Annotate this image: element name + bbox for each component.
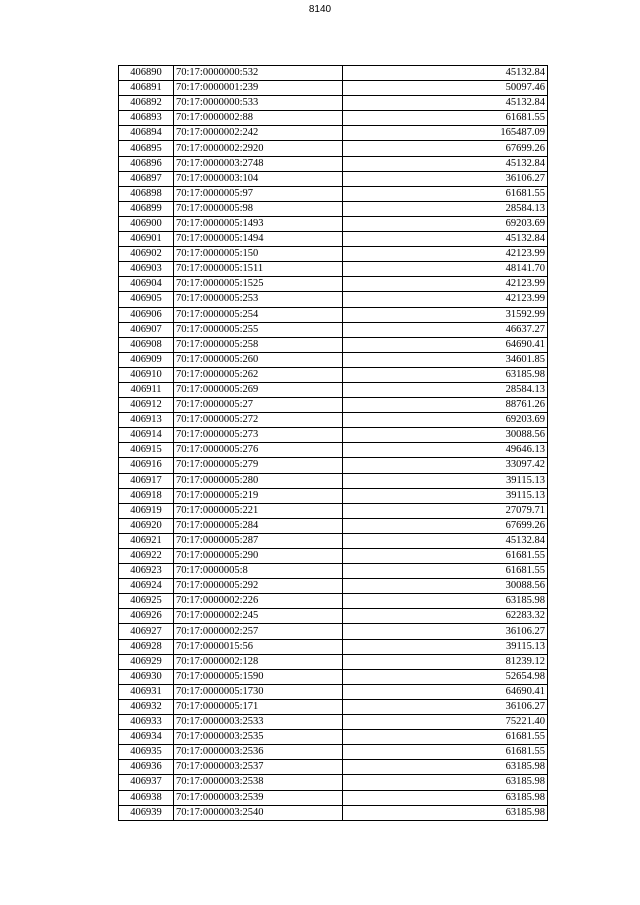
value-cell: 36106.27 — [343, 624, 548, 639]
table-row — [119, 594, 548, 609]
value-cell: 28584.13 — [343, 382, 548, 397]
cadastral-number-cell: 70:17:0000005:1525 — [174, 277, 343, 292]
cadastral-number-cell: 70:17:0000005:1493 — [174, 216, 343, 231]
cadastral-number-cell: 70:17:0000001:239 — [174, 81, 343, 96]
row-number-cell: 406893 — [119, 111, 174, 126]
value-cell: 42123.99 — [343, 247, 548, 262]
value-cell: 39115.13 — [343, 488, 548, 503]
row-number-cell: 406900 — [119, 216, 174, 231]
row-number-cell: 406919 — [119, 503, 174, 518]
table-row — [119, 428, 548, 443]
row-number-cell: 406897 — [119, 171, 174, 186]
cadastral-number-cell: 70:17:0000005:1590 — [174, 669, 343, 684]
table-row — [119, 141, 548, 156]
table-row — [119, 262, 548, 277]
value-cell: 63185.98 — [343, 805, 548, 820]
cadastral-number-cell: 70:17:0000005:269 — [174, 382, 343, 397]
cadastral-number-cell: 70:17:0000005:260 — [174, 352, 343, 367]
table-body — [119, 66, 548, 821]
table-row — [119, 337, 548, 352]
value-cell: 30088.56 — [343, 579, 548, 594]
value-cell: 69203.69 — [343, 413, 548, 428]
table-row — [119, 66, 548, 81]
value-cell: 61681.55 — [343, 549, 548, 564]
value-cell: 45132.84 — [343, 232, 548, 247]
table-row — [119, 413, 548, 428]
cadastral-number-cell: 70:17:0000000:532 — [174, 66, 343, 81]
table-row — [119, 156, 548, 171]
table-row — [119, 745, 548, 760]
value-cell: 63185.98 — [343, 790, 548, 805]
row-number-cell: 406908 — [119, 337, 174, 352]
value-cell: 61681.55 — [343, 111, 548, 126]
value-cell: 67699.26 — [343, 141, 548, 156]
value-cell: 64690.41 — [343, 684, 548, 699]
row-number-cell: 406890 — [119, 66, 174, 81]
cadastral-number-cell: 70:17:0000005:171 — [174, 699, 343, 714]
row-number-cell: 406935 — [119, 745, 174, 760]
value-cell: 63185.98 — [343, 760, 548, 775]
cadastral-number-cell: 70:17:0000005:287 — [174, 533, 343, 548]
cadastral-number-cell: 70:17:0000005:219 — [174, 488, 343, 503]
value-cell: 45132.84 — [343, 66, 548, 81]
value-cell: 49646.13 — [343, 443, 548, 458]
row-number-cell: 406916 — [119, 458, 174, 473]
table-row — [119, 186, 548, 201]
cadastral-number-cell: 70:17:0000000:533 — [174, 96, 343, 111]
table-row — [119, 277, 548, 292]
table-row — [119, 322, 548, 337]
cadastral-number-cell: 70:17:0000005:253 — [174, 292, 343, 307]
row-number-cell: 406918 — [119, 488, 174, 503]
value-cell: 36106.27 — [343, 171, 548, 186]
cadastral-number-cell: 70:17:0000002:128 — [174, 654, 343, 669]
table-row — [119, 624, 548, 639]
row-number-cell: 406926 — [119, 609, 174, 624]
row-number-cell: 406911 — [119, 382, 174, 397]
value-cell: 39115.13 — [343, 639, 548, 654]
table-row — [119, 805, 548, 820]
cadastral-number-cell: 70:17:0000002:226 — [174, 594, 343, 609]
row-number-cell: 406924 — [119, 579, 174, 594]
value-cell: 62283.32 — [343, 609, 548, 624]
table-row — [119, 473, 548, 488]
value-cell: 45132.84 — [343, 533, 548, 548]
value-cell: 39115.13 — [343, 473, 548, 488]
row-number-cell: 406907 — [119, 322, 174, 337]
cadastral-number-cell: 70:17:0000005:1730 — [174, 684, 343, 699]
row-number-cell: 406913 — [119, 413, 174, 428]
cadastral-number-cell: 70:17:0000005:272 — [174, 413, 343, 428]
cadastral-number-cell: 70:17:0000003:2540 — [174, 805, 343, 820]
row-number-cell: 406914 — [119, 428, 174, 443]
row-number-cell: 406915 — [119, 443, 174, 458]
cadastral-number-cell: 70:17:0000005:273 — [174, 428, 343, 443]
table-row — [119, 609, 548, 624]
row-number-cell: 406901 — [119, 232, 174, 247]
row-number-cell: 406921 — [119, 533, 174, 548]
row-number-cell: 406902 — [119, 247, 174, 262]
value-cell: 28584.13 — [343, 201, 548, 216]
value-cell: 61681.55 — [343, 730, 548, 745]
value-cell: 42123.99 — [343, 277, 548, 292]
value-cell: 48141.70 — [343, 262, 548, 277]
table-row — [119, 654, 548, 669]
cadastral-number-cell: 70:17:0000003:2537 — [174, 760, 343, 775]
cadastral-number-cell: 70:17:0000005:284 — [174, 518, 343, 533]
row-number-cell: 406891 — [119, 81, 174, 96]
row-number-cell: 406912 — [119, 398, 174, 413]
value-cell: 63185.98 — [343, 775, 548, 790]
cadastral-number-cell: 70:17:0000005:279 — [174, 458, 343, 473]
cadastral-number-cell: 70:17:0000005:1494 — [174, 232, 343, 247]
row-number-cell: 406898 — [119, 186, 174, 201]
table-row — [119, 518, 548, 533]
table-row — [119, 81, 548, 96]
table-row — [119, 126, 548, 141]
value-cell: 81239.12 — [343, 654, 548, 669]
value-cell: 27079.71 — [343, 503, 548, 518]
value-cell: 67699.26 — [343, 518, 548, 533]
value-cell: 61681.55 — [343, 186, 548, 201]
cadastral-table — [118, 65, 548, 821]
row-number-cell: 406937 — [119, 775, 174, 790]
cadastral-number-cell: 70:17:0000005:98 — [174, 201, 343, 216]
cadastral-number-cell: 70:17:0000005:255 — [174, 322, 343, 337]
value-cell: 31592.99 — [343, 307, 548, 322]
page-number: 8140 — [308, 4, 332, 15]
row-number-cell: 406932 — [119, 699, 174, 714]
row-number-cell: 406894 — [119, 126, 174, 141]
table-row — [119, 458, 548, 473]
value-cell: 63185.98 — [343, 367, 548, 382]
value-cell: 61681.55 — [343, 564, 548, 579]
row-number-cell: 406917 — [119, 473, 174, 488]
table-row — [119, 398, 548, 413]
cadastral-number-cell: 70:17:0000005:262 — [174, 367, 343, 382]
cadastral-number-cell: 70:17:0000005:254 — [174, 307, 343, 322]
row-number-cell: 406910 — [119, 367, 174, 382]
row-number-cell: 406931 — [119, 684, 174, 699]
row-number-cell: 406909 — [119, 352, 174, 367]
value-cell: 52654.98 — [343, 669, 548, 684]
cadastral-number-cell: 70:17:0000005:280 — [174, 473, 343, 488]
table-row — [119, 533, 548, 548]
value-cell: 63185.98 — [343, 594, 548, 609]
value-cell: 34601.85 — [343, 352, 548, 367]
cadastral-number-cell: 70:17:0000003:2535 — [174, 730, 343, 745]
cadastral-number-cell: 70:17:0000005:150 — [174, 247, 343, 262]
value-cell: 45132.84 — [343, 156, 548, 171]
row-number-cell: 406927 — [119, 624, 174, 639]
table-row — [119, 247, 548, 262]
table-row — [119, 352, 548, 367]
cadastral-number-cell: 70:17:0000003:2538 — [174, 775, 343, 790]
cadastral-number-cell: 70:17:0000003:2539 — [174, 790, 343, 805]
table-row — [119, 730, 548, 745]
table-row — [119, 669, 548, 684]
table-row — [119, 684, 548, 699]
cadastral-number-cell: 70:17:0000005:97 — [174, 186, 343, 201]
row-number-cell: 406905 — [119, 292, 174, 307]
cadastral-number-cell: 70:17:0000005:290 — [174, 549, 343, 564]
cadastral-number-cell: 70:17:0000005:8 — [174, 564, 343, 579]
table-row — [119, 760, 548, 775]
row-number-cell: 406922 — [119, 549, 174, 564]
cadastral-number-cell: 70:17:0000005:1511 — [174, 262, 343, 277]
table-row — [119, 96, 548, 111]
table-row — [119, 790, 548, 805]
cadastral-number-cell: 70:17:0000005:292 — [174, 579, 343, 594]
row-number-cell: 406903 — [119, 262, 174, 277]
cadastral-number-cell: 70:17:0000002:2920 — [174, 141, 343, 156]
cadastral-number-cell: 70:17:0000002:257 — [174, 624, 343, 639]
row-number-cell: 406920 — [119, 518, 174, 533]
row-number-cell: 406923 — [119, 564, 174, 579]
cadastral-number-cell: 70:17:0000015:56 — [174, 639, 343, 654]
table-row — [119, 775, 548, 790]
value-cell: 30088.56 — [343, 428, 548, 443]
value-cell: 64690.41 — [343, 337, 548, 352]
value-cell: 75221.40 — [343, 715, 548, 730]
cadastral-number-cell: 70:17:0000005:258 — [174, 337, 343, 352]
row-number-cell: 406936 — [119, 760, 174, 775]
table-row — [119, 382, 548, 397]
value-cell: 88761.26 — [343, 398, 548, 413]
row-number-cell: 406929 — [119, 654, 174, 669]
table-row — [119, 488, 548, 503]
value-cell: 45132.84 — [343, 96, 548, 111]
cadastral-number-cell: 70:17:0000005:276 — [174, 443, 343, 458]
row-number-cell: 406933 — [119, 715, 174, 730]
table-row — [119, 367, 548, 382]
table-row — [119, 579, 548, 594]
table-row — [119, 549, 548, 564]
table-row — [119, 564, 548, 579]
table-row — [119, 715, 548, 730]
table-row — [119, 201, 548, 216]
row-number-cell: 406895 — [119, 141, 174, 156]
row-number-cell: 406892 — [119, 96, 174, 111]
value-cell: 61681.55 — [343, 745, 548, 760]
cadastral-number-cell: 70:17:0000005:221 — [174, 503, 343, 518]
value-cell: 36106.27 — [343, 699, 548, 714]
cadastral-number-cell: 70:17:0000003:2748 — [174, 156, 343, 171]
row-number-cell: 406925 — [119, 594, 174, 609]
table-row — [119, 699, 548, 714]
row-number-cell: 406906 — [119, 307, 174, 322]
row-number-cell: 406928 — [119, 639, 174, 654]
table-row — [119, 443, 548, 458]
table-row — [119, 503, 548, 518]
value-cell: 33097.42 — [343, 458, 548, 473]
row-number-cell: 406930 — [119, 669, 174, 684]
value-cell: 42123.99 — [343, 292, 548, 307]
cadastral-number-cell: 70:17:0000002:88 — [174, 111, 343, 126]
row-number-cell: 406896 — [119, 156, 174, 171]
row-number-cell: 406904 — [119, 277, 174, 292]
table-row — [119, 216, 548, 231]
row-number-cell: 406934 — [119, 730, 174, 745]
cadastral-number-cell: 70:17:0000003:2536 — [174, 745, 343, 760]
cadastral-number-cell: 70:17:0000003:2533 — [174, 715, 343, 730]
table-row — [119, 111, 548, 126]
cadastral-number-cell: 70:17:0000003:104 — [174, 171, 343, 186]
table-row — [119, 307, 548, 322]
value-cell: 46637.27 — [343, 322, 548, 337]
table-row — [119, 171, 548, 186]
cadastral-number-cell: 70:17:0000002:245 — [174, 609, 343, 624]
value-cell: 165487.09 — [343, 126, 548, 141]
table-row — [119, 639, 548, 654]
row-number-cell: 406899 — [119, 201, 174, 216]
cadastral-number-cell: 70:17:0000002:242 — [174, 126, 343, 141]
value-cell: 69203.69 — [343, 216, 548, 231]
table-row — [119, 292, 548, 307]
table-row — [119, 232, 548, 247]
row-number-cell: 406939 — [119, 805, 174, 820]
cadastral-number-cell: 70:17:0000005:27 — [174, 398, 343, 413]
value-cell: 50097.46 — [343, 81, 548, 96]
row-number-cell: 406938 — [119, 790, 174, 805]
